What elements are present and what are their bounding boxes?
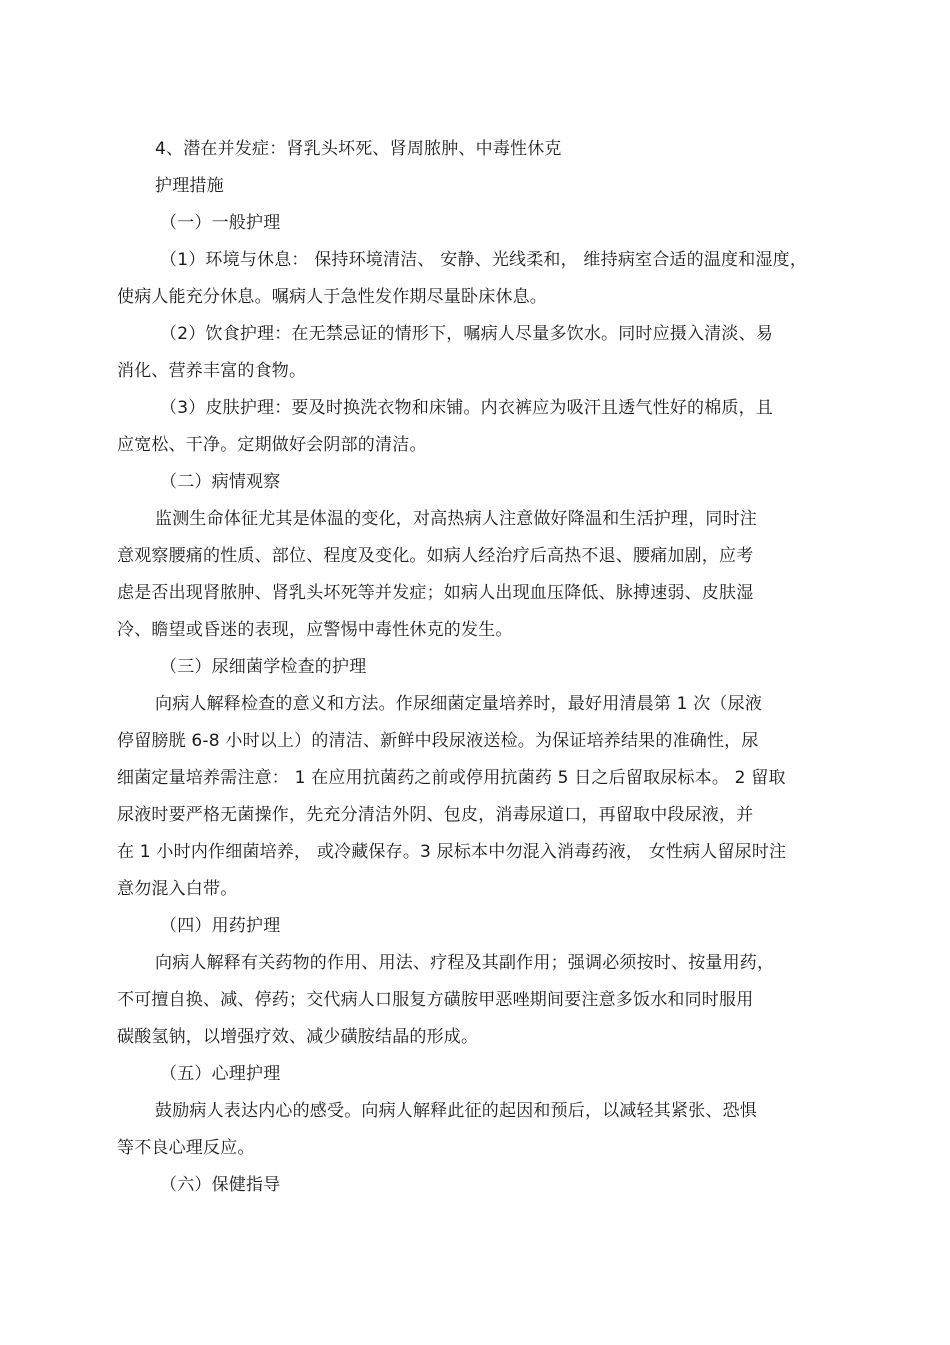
subheading-urine-bacteriology: （三）尿细菌学检查的护理 bbox=[160, 657, 367, 677]
paragraph-line: 意勿混入白带。 bbox=[117, 879, 238, 899]
subheading-medication-care: （四）用药护理 bbox=[160, 916, 281, 936]
paragraph-line: 向病人解释有关药物的作用、用法、疗程及其副作用；强调必须按时、按量用药， bbox=[155, 953, 775, 973]
paragraph-line: 等不良心理反应。 bbox=[117, 1138, 255, 1158]
section-title-nursing-measures: 护理措施 bbox=[155, 176, 224, 196]
paragraph-line: 不可擅自换、减、停药；交代病人口服复方磺胺甲恶唑期间要注意多饭水和同时服用 bbox=[117, 990, 754, 1010]
paragraph-line: （2）饮食护理：在无禁忌证的情形下，嘱病人尽量多饮水。同时应摄入清淡、易 bbox=[160, 324, 774, 344]
paragraph-line: 尿液时要严格无菌操作，先充分清洁外阴、包皮，消毒尿道口，再留取中段尿液，并 bbox=[117, 805, 754, 825]
paragraph-line: 消化、营养丰富的食物。 bbox=[117, 361, 307, 381]
paragraph-line: 意观察腰痛的性质、部位、程度及变化。如病人经治疗后高热不退、腰痛加剧，应考 bbox=[117, 546, 754, 566]
paragraph-line: （1）环境与休息： 保持环境清洁、 安静、光线柔和， 维持病室合适的温度和湿度， bbox=[160, 250, 808, 270]
paragraph-line: 冷、瞻望或昏迷的表现，应警惕中毒性休克的发生。 bbox=[117, 620, 513, 640]
complication-line: 4、潜在并发症：肾乳头坏死、肾周脓肿、中毒性休克 bbox=[155, 139, 562, 159]
paragraph-line: 碳酸氢钠，以增强疗效、减少磺胺结晶的形成。 bbox=[117, 1027, 479, 1047]
paragraph-line: （3）皮肤护理：要及时换洗衣物和床铺。内衣裤应为吸汗且透气性好的棉质，且 bbox=[160, 398, 774, 418]
subheading-condition-observation: （二）病情观察 bbox=[160, 472, 281, 492]
paragraph-line: 向病人解释检查的意义和方法。作尿细菌定量培养时，最好用清晨第 1 次（尿液 bbox=[155, 694, 763, 714]
paragraph-line: 使病人能充分休息。嘱病人于急性发作期尽量卧床休息。 bbox=[117, 287, 547, 307]
subheading-health-guidance: （六）保健指导 bbox=[160, 1175, 281, 1195]
paragraph-line: 在 1 小时内作细菌培养， 或冷藏保存。3 尿标本中勿混入消毒药液， 女性病人留尿时注 bbox=[117, 842, 787, 862]
paragraph-line: 虑是否出现肾脓肿、肾乳头坏死等并发症；如病人出现血压降低、脉搏速弱、皮肤湿 bbox=[117, 583, 754, 603]
paragraph-line: 停留膀胱 6-8 小时以上）的清洁、新鲜中段尿液送检。为保证培养结果的准确性，尿 bbox=[117, 731, 759, 751]
paragraph-line: 监测生命体征尤其是体温的变化，对高热病人注意做好降温和生活护理，同时注 bbox=[155, 509, 757, 529]
paragraph-line: 细菌定量培养需注意： 1 在应用抗菌药之前或停用抗菌药 5 日之后留取尿标本。 2 留取 bbox=[117, 768, 786, 788]
subheading-psychological-care: （五）心理护理 bbox=[160, 1064, 281, 1084]
paragraph-line: 应宽松、干净。定期做好会阴部的清洁。 bbox=[117, 435, 427, 455]
paragraph-line: 鼓励病人表达内心的感受。向病人解释此征的起因和预后，以减轻其紧张、恐惧 bbox=[155, 1101, 757, 1121]
subheading-general-care: （一）一般护理 bbox=[160, 213, 281, 233]
